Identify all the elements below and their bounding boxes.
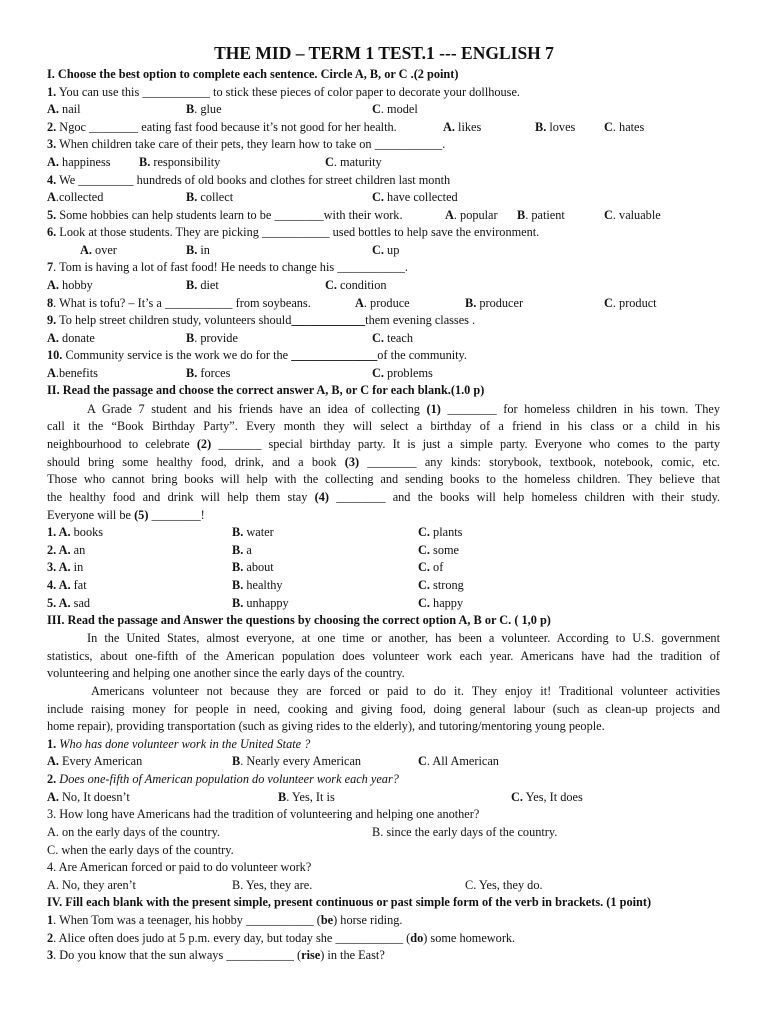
s1-q10-option-b[interactable]: B. forces (186, 366, 231, 380)
passage-2-line: volunteering and helping one another since the early days of the country. (47, 666, 405, 680)
s1-q8-option-a[interactable]: A. produce (355, 296, 410, 310)
s1-q2-option-b[interactable]: B. loves (535, 120, 576, 134)
passage-2-line: include raising money for people in need, cooking and giving food, doing general labour (such as clean-up projects and (47, 702, 720, 716)
s1-q3-option-a[interactable]: A. happiness (47, 155, 111, 169)
s1-q6-option-c[interactable]: C. up (372, 243, 400, 257)
s2-blank-3-option-b[interactable]: B. about (232, 560, 274, 574)
s1-question-10: 10. Community service is the work we do for the ______________of the community. (47, 348, 467, 362)
s1-q9-option-c[interactable]: C. teach (372, 331, 413, 345)
passage-2-line: home repair), providing transportation (such as giving rides to the elderly), and tutoring/mentoring young people. (47, 719, 605, 733)
s3-q2-option-a[interactable]: A. No, It doesn’t (47, 790, 130, 804)
s1-q1-option-a[interactable]: A. nail (47, 102, 81, 116)
s3-q4-option-c[interactable]: C. Yes, they do. (465, 878, 543, 892)
s2-blank-2-option-a[interactable]: 2. A. an (47, 543, 86, 557)
s1-question-2: 2. Ngoc ________ eating fast food because it’s not good for her health. (47, 120, 397, 134)
s1-question-7: 7. Tom is having a lot of fast food! He needs to change his ___________. (47, 260, 408, 274)
s1-question-5: 5. Some hobbies can help students learn to be ________with their work. (47, 208, 403, 222)
s3-q2-option-b[interactable]: B. Yes, It is (278, 790, 335, 804)
s2-blank-3-option-c[interactable]: C. of (418, 560, 444, 574)
s1-q9-option-a[interactable]: A. donate (47, 331, 95, 345)
s2-blank-5-option-b[interactable]: B. unhappy (232, 596, 289, 610)
s3-q1-option-a[interactable]: A. Every American (47, 754, 143, 768)
page-title: THE MID – TERM 1 TEST.1 --- ENGLISH 7 (214, 43, 554, 63)
s1-question-6: 6. Look at those students. They are picking ___________ used bottles to help save the environment. (47, 225, 540, 239)
passage-2-line: statistics, about one-fifth of the American population does volunteer work each year. Americans have had the tradition of (47, 649, 720, 663)
s2-blank-2-option-b[interactable]: B. a (232, 543, 252, 557)
s1-question-1: 1. You can use this ___________ to stick these pieces of color paper to decorate your dollhouse. (47, 85, 521, 99)
s1-q4-option-a[interactable]: A.collected (47, 190, 104, 204)
s3-question-3: 3. How long have Americans had the tradition of volunteering and helping one another? (47, 807, 480, 821)
s1-q3-option-b[interactable]: B. responsibility (139, 155, 221, 169)
s3-q1-option-c[interactable]: C. All American (418, 754, 499, 768)
s1-q6-option-b[interactable]: B. in (186, 243, 210, 257)
s3-q1-option-b[interactable]: B. Nearly every American (232, 754, 362, 768)
s1-q2-option-a[interactable]: A. likes (443, 120, 482, 134)
s3-question-1: 1. Who has done volunteer work in the United State ? (47, 737, 311, 751)
s4-question-1: 1. When Tom was a teenager, his hobby ___________ (be) horse riding. (47, 913, 403, 927)
s2-blank-5-option-c[interactable]: C. happy (418, 596, 464, 610)
s3-question-2: 2. Does one-fifth of American population do volunteer work each year? (47, 772, 399, 786)
s2-blank-1-option-b[interactable]: B. water (232, 525, 274, 539)
s1-q7-option-a[interactable]: A. hobby (47, 278, 93, 292)
s3-q4-option-b[interactable]: B. Yes, they are. (232, 878, 313, 892)
passage-1-line: the healthy food and drink will help them stay (4) ________ and the books will help homeless children with their study. (47, 490, 720, 504)
passage-1-line: call it the “Book Birthday Party”. Every month they will select a birthday of a friend in his class or a child in his (47, 419, 720, 433)
s1-q4-option-c[interactable]: C. have collected (372, 190, 458, 204)
s1-question-4: 4. We _________ hundreds of old books and clothes for street children last month (47, 173, 451, 187)
s3-question-4: 4. Are American forced or paid to do volunteer work? (47, 860, 312, 874)
passage-1-line: should bring some healthy food, drink, and a book (3) ________ any kinds: storybook, textbook, notebook, comic, etc. (47, 455, 720, 469)
passage-2-line: Americans volunteer not because they are forced or paid to do it. They enjoy it! Traditional volunteer activities (91, 684, 720, 698)
section-4-heading: IV. Fill each blank with the present simple, present continuous or past simple form of the verb in brackets. (1 point) (47, 895, 652, 909)
s1-q5-option-b[interactable]: B. patient (517, 208, 565, 222)
s3-q3-option-b[interactable]: B. since the early days of the country. (372, 825, 558, 839)
s1-q10-option-c[interactable]: C. problems (372, 366, 433, 380)
s2-blank-4-option-c[interactable]: C. strong (418, 578, 464, 592)
s1-q5-option-a[interactable]: A. popular (445, 208, 498, 222)
passage-2-line: In the United States, almost everyone, at one time or another, has been a volunteer. According to U.S. government (87, 631, 720, 645)
s1-q10-option-a[interactable]: A.benefits (47, 366, 98, 380)
s1-q1-option-b[interactable]: B. glue (186, 102, 222, 116)
section-1-heading: I. Choose the best option to complete each sentence. Circle A, B, or C .(2 point) (47, 67, 459, 81)
s3-q2-option-c[interactable]: C. Yes, It does (511, 790, 583, 804)
s3-q3-option-c[interactable]: C. when the early days of the country. (47, 843, 234, 857)
section-3-heading: III. Read the passage and Answer the questions by choosing the correct option A, B or C. ( 1,0 p) (47, 613, 551, 627)
s2-blank-4-option-b[interactable]: B. healthy (232, 578, 283, 592)
s1-q2-option-c[interactable]: C. hates (604, 120, 645, 134)
s4-question-3: 3. Do you know that the sun always ___________ (rise) in the East? (47, 948, 385, 962)
s1-q4-option-b[interactable]: B. collect (186, 190, 234, 204)
s1-q8-option-b[interactable]: B. producer (465, 296, 524, 310)
s2-blank-2-option-c[interactable]: C. some (418, 543, 459, 557)
section-2-heading: II. Read the passage and choose the correct answer A, B, or C for each blank.(1.0 p) (47, 383, 485, 397)
s2-blank-3-option-a[interactable]: 3. A. in (47, 560, 84, 574)
s1-question-9: 9. To help street children study, volunteers should____________them evening classes . (47, 313, 476, 327)
passage-1-line: Everyone will be (5) ________! (47, 508, 205, 522)
s3-q4-option-a[interactable]: A. No, they aren’t (47, 878, 136, 892)
s1-question-8: 8. What is tofu? – It’s a ___________ from soybeans. (47, 296, 311, 310)
s1-q5-option-c[interactable]: C. valuable (604, 208, 661, 222)
s1-q8-option-c[interactable]: C. product (604, 296, 657, 310)
s1-q3-option-c[interactable]: C. maturity (325, 155, 382, 169)
s1-q7-option-c[interactable]: C. condition (325, 278, 387, 292)
s2-blank-5-option-a[interactable]: 5. A. sad (47, 596, 91, 610)
s1-q9-option-b[interactable]: B. provide (186, 331, 238, 345)
passage-1-line: A Grade 7 student and his friends have an idea of collecting (1) ________ for homeless children in his town. They (87, 402, 720, 416)
passage-1-line: neighbourhood to celebrate (2) _______ special birthday party. It is just a simple party. Everyone who comes to the party (47, 437, 720, 451)
passage-1-line: Those who cannot bring books will help with the collecting and sending books to the homeless children. They believe that (47, 472, 720, 486)
s1-q7-option-b[interactable]: B. diet (186, 278, 219, 292)
s2-blank-1-option-c[interactable]: C. plants (418, 525, 463, 539)
s4-question-2: 2. Alice often does judo at 5 p.m. every day, but today she ___________ (do) some homework. (47, 931, 516, 945)
s1-q1-option-c[interactable]: C. model (372, 102, 418, 116)
s1-question-3: 3. When children take care of their pets, they learn how to take on ___________. (47, 137, 446, 151)
s3-q3-option-a[interactable]: A. on the early days of the country. (47, 825, 221, 839)
s1-q6-option-a[interactable]: A. over (80, 243, 117, 257)
s2-blank-1-option-a[interactable]: 1. A. books (47, 525, 104, 539)
s2-blank-4-option-a[interactable]: 4. A. fat (47, 578, 87, 592)
